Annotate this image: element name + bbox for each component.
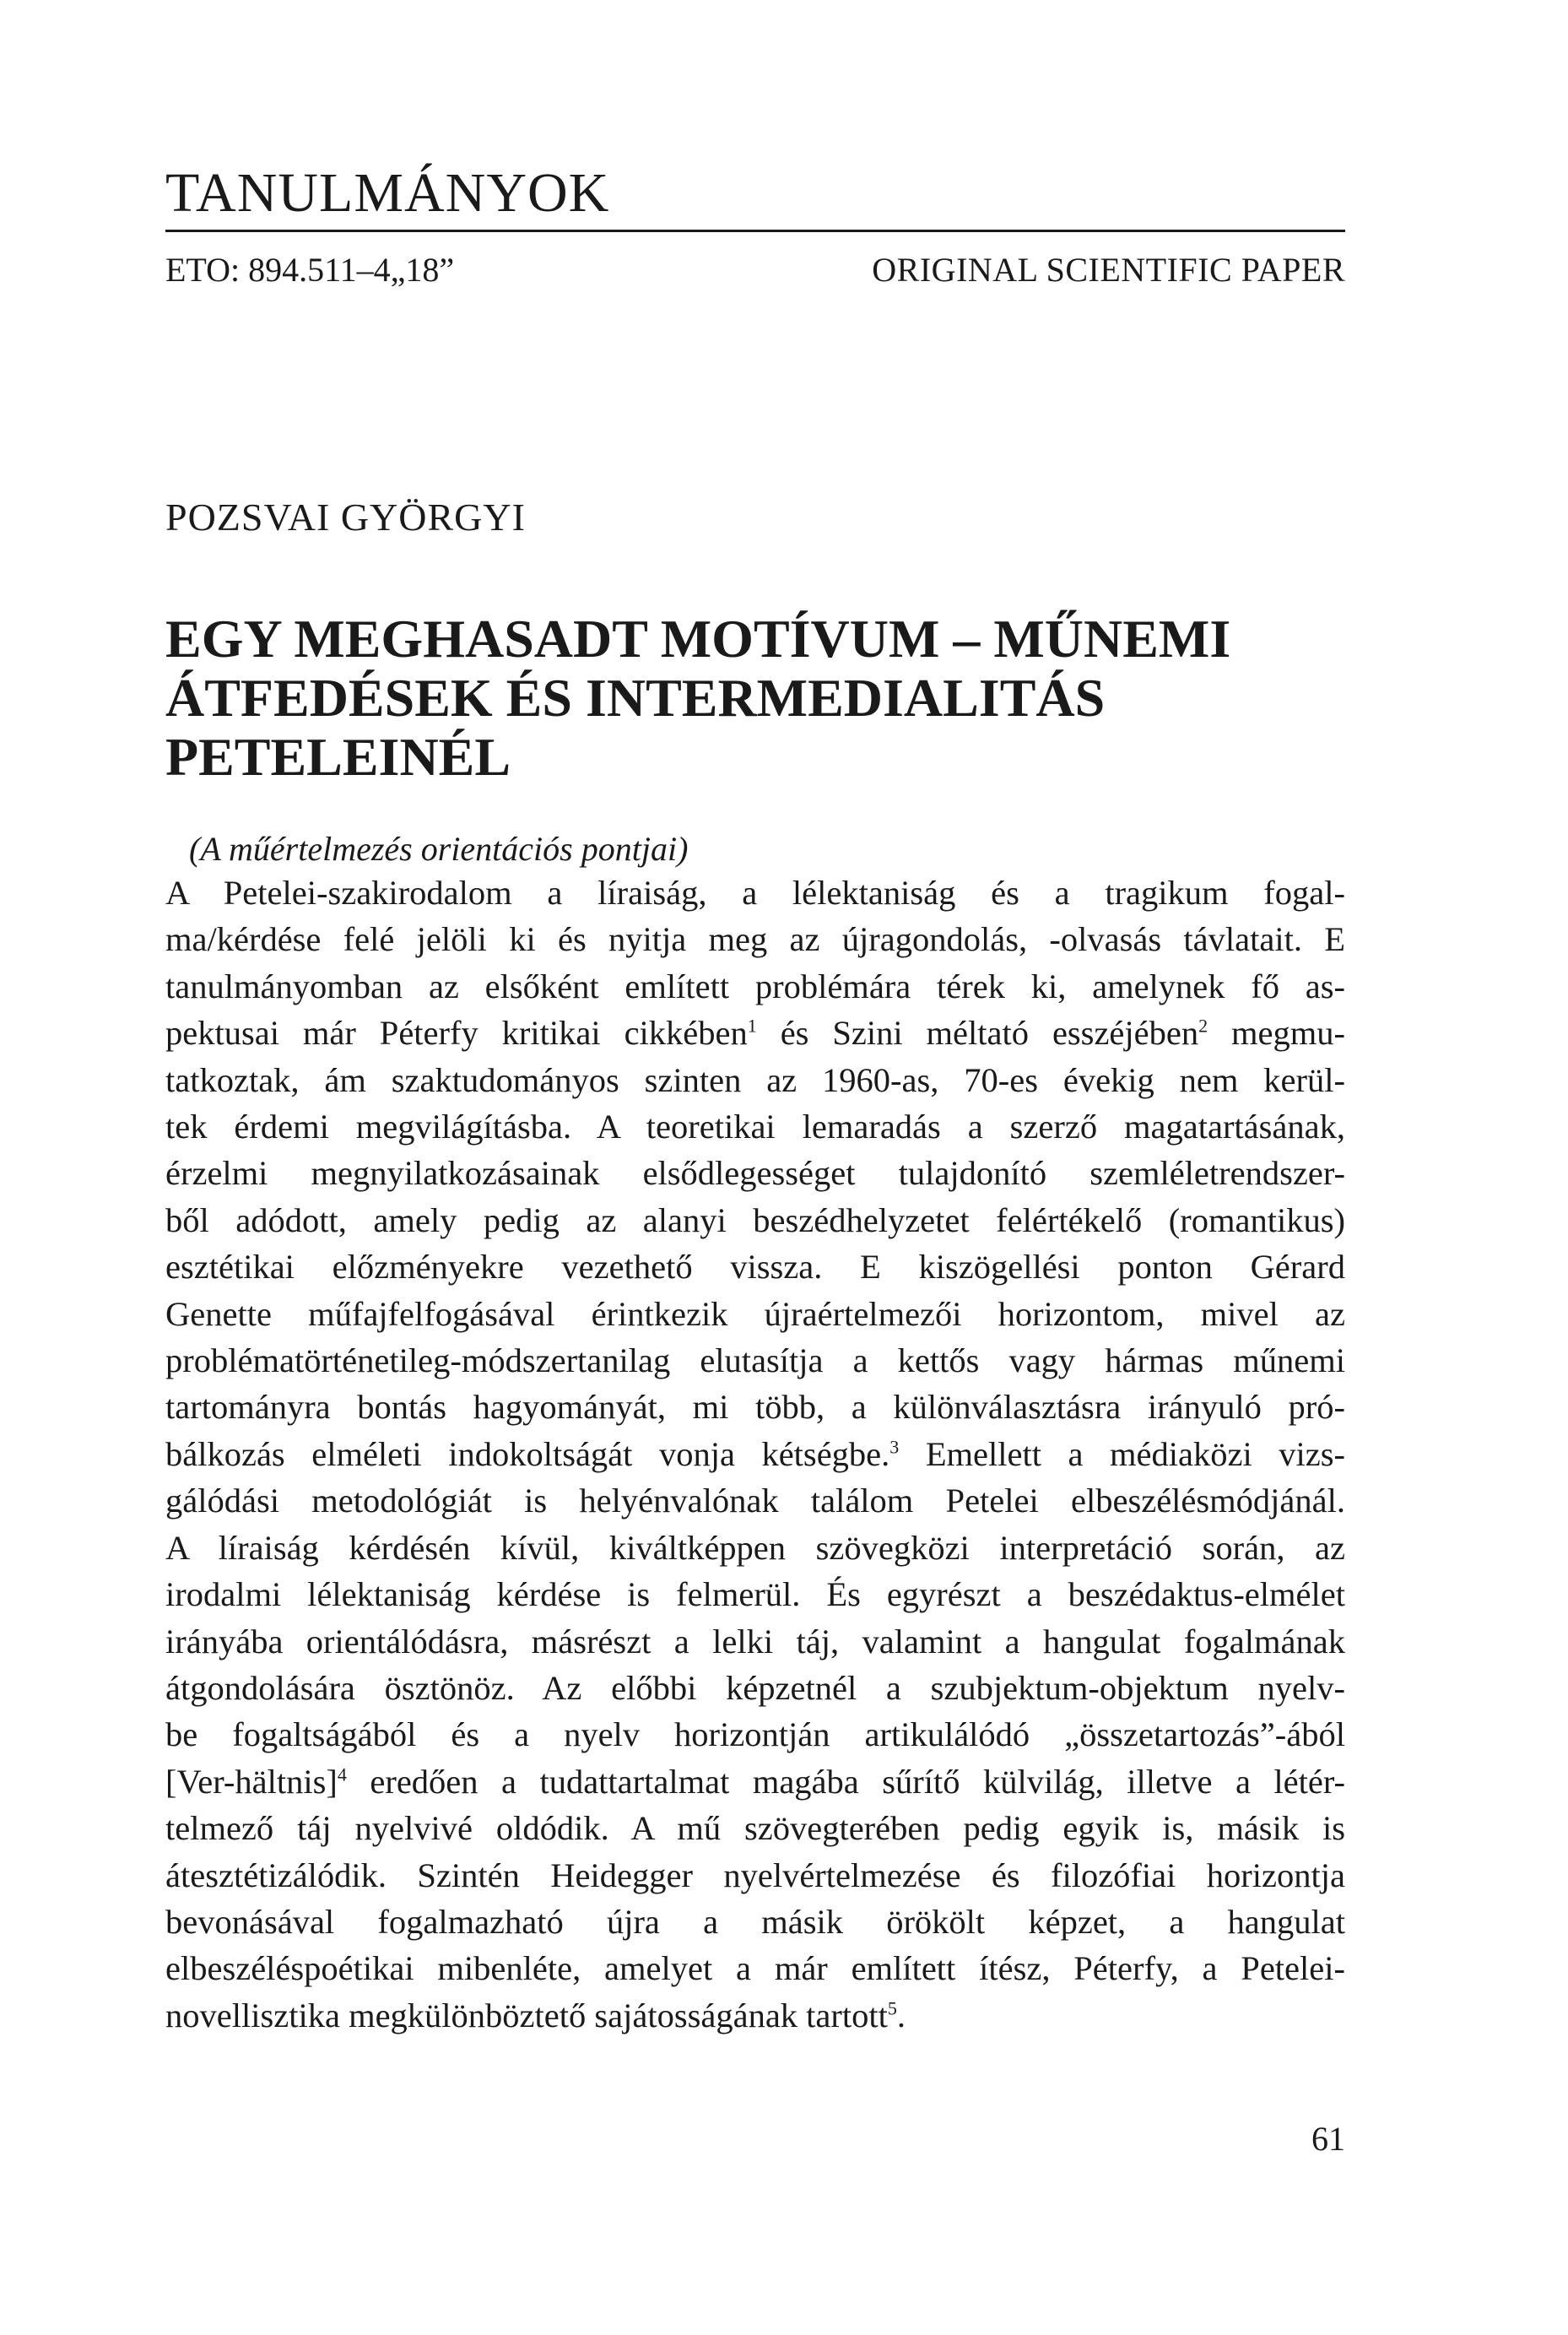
body-line [165, 1431, 1345, 1477]
article-subtitle: (A műértelmezés orientációs pontjai) [189, 830, 689, 868]
body-text-segment: [Ver-hältnis] [165, 1762, 338, 1801]
body-line: be fogaltságából és a nyelv horizontján artikulálódó „összetartozás”-ából [165, 1715, 1345, 1754]
body-text-segment: eredően a tudattartalmat magába sűrítő külvilág, illetve a létér- [370, 1762, 1346, 1801]
section-title: TANULMÁNYOK [165, 162, 610, 224]
body-paragraph [165, 870, 1345, 2039]
article-title-line: EGY MEGHASADT MOTÍVUM – MŰNEMI [165, 609, 1231, 669]
body-line: érzelmi megnyilatkozásainak elsődlegességet tulajdonító szemléletrendszer- [165, 1154, 1345, 1193]
footnote-mark: 2 [1198, 1015, 1208, 1037]
body-line [165, 1758, 1345, 1805]
header-rule [165, 230, 1345, 232]
udc-classification: ETO: 894.511–4„18” [165, 251, 455, 289]
body-text-segment: pektusai már Péterfy kritikai cikkében [165, 1014, 748, 1053]
page-number: 61 [1311, 2120, 1345, 2158]
body-line: A Petelei-szakirodalom a líraiság, a lélektaniság és a tragikum fogal- [165, 874, 1345, 912]
article-title-line: PETELEINÉL [165, 727, 511, 787]
body-text-segment: Emellett a médiaközi vizs- [925, 1434, 1345, 1473]
body-line: irodalmi lélektaniság kérdése is felmerül. És egyrészt a beszédaktus-elmélet [165, 1575, 1345, 1614]
body-text-segment: megmu- [1231, 1014, 1346, 1053]
body-line: tatkoztak, ám szaktudományos szinten az 1960-as, 70-es évekig nem kerül- [165, 1060, 1345, 1099]
body-line: Genette műfajfelfogásával érintkezik újraértelmezői horizontom, mivel az [165, 1294, 1345, 1333]
footnote-mark: 3 [889, 1436, 900, 1458]
body-text-segment: bálkozás elméleti indokoltságát vonja kétségbe. [165, 1434, 890, 1473]
body-line: elbeszéléspoétikai mibenléte, amelyet a már említett ítész, Péterfy, a Petelei- [165, 1949, 1345, 1988]
body-line: esztétikai előzményekre vezethető vissza. E kiszögellési ponton Gérard [165, 1248, 1345, 1287]
paper-type-label: ORIGINAL SCIENTIFIC PAPER [872, 251, 1345, 289]
body-line: ből adódott, amely pedig az alanyi beszédhelyzetet felértékelő (romantikus) [165, 1200, 1345, 1239]
footnote-mark: 5 [887, 1997, 897, 2019]
body-line: irányába orientálódásra, másrészt a lelki táj, valamint a hangulat fogalmának [165, 1622, 1345, 1661]
body-text-segment: novellisztika megkülönböztető sajátosságának tartott [165, 1996, 888, 2034]
body-text-segment: és Szini méltató esszéjében [780, 1014, 1199, 1053]
body-line: ma/kérdése felé jelöli ki és nyitja meg az újragondolás, -olvasás távlatait. E [165, 920, 1345, 959]
author-name: POZSVAI GYÖRGYI [165, 496, 526, 539]
body-line: problématörténetileg-módszertanilag elutasítja a kettős vagy hármas műnemi [165, 1341, 1345, 1380]
article-title [165, 609, 1364, 787]
body-line [165, 1010, 1345, 1056]
body-line: átesztétizálódik. Szintén Heidegger nyelvértelmezése és filozófiai horizontja [165, 1856, 1345, 1894]
body-line: átgondolására ösztönöz. Az előbbi képzetnél a szubjektum-objektum nyelv- [165, 1668, 1345, 1707]
body-line: bevonásával fogalmazható újra a másik örökölt képzet, a hangulat [165, 1902, 1345, 1941]
body-line: gálódási metodológiát is helyénvalónak találom Petelei elbeszélésmódjánál. [165, 1482, 1345, 1520]
body-line [165, 1992, 1345, 2039]
body-line: A líraiság kérdésén kívül, kiváltképpen szövegközi interpretáció során, az [165, 1528, 1345, 1567]
body-line: tek érdemi megvilágításba. A teoretikai lemaradás a szerző magatartásának, [165, 1108, 1345, 1146]
body-line: telmező táj nyelvivé oldódik. A mű szövegterében pedig egyik is, másik is [165, 1809, 1345, 1848]
article-title-line: ÁTFEDÉSEK ÉS INTERMEDIALITÁS [165, 668, 1106, 728]
footnote-mark: 4 [337, 1763, 347, 1785]
body-line: tanulmányomban az elsőként említett problémára térek ki, amelynek fő as- [165, 967, 1345, 1005]
footnote-mark: 1 [747, 1015, 757, 1037]
body-line: tartományra bontás hagyományát, mi több, a különválasztásra irányuló pró- [165, 1388, 1345, 1427]
body-text-segment: . [896, 1996, 906, 2034]
